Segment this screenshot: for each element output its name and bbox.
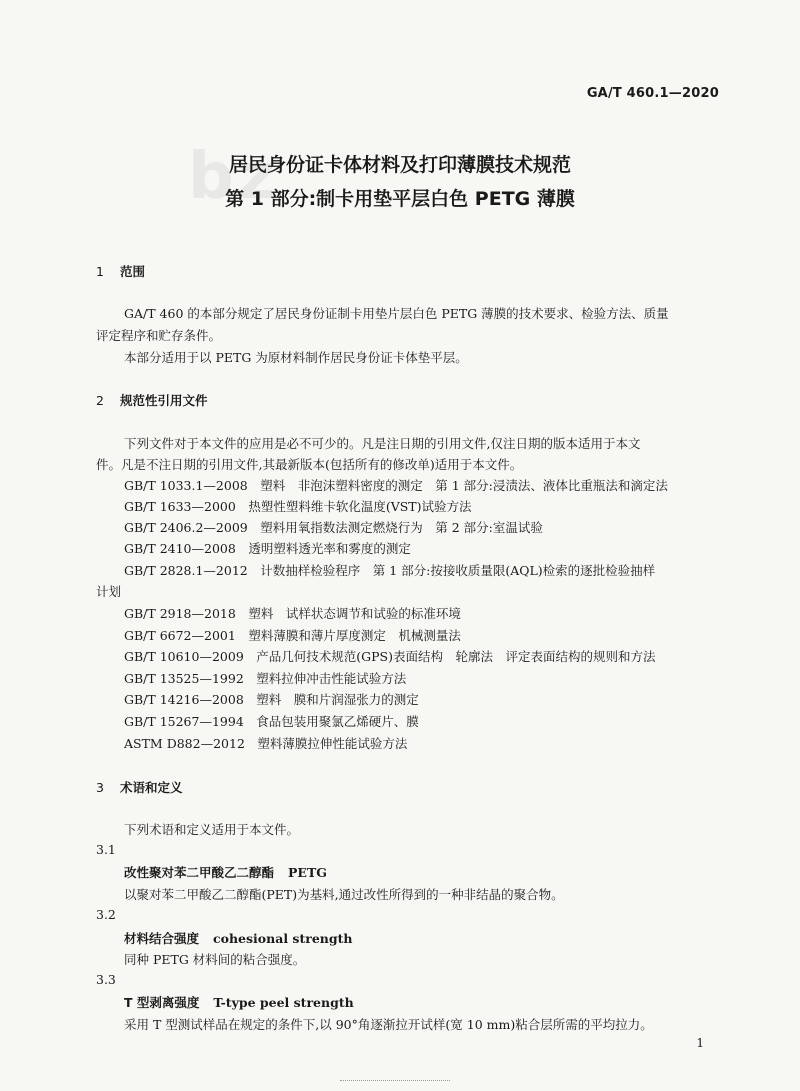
term-definition: 以聚对苯二甲酸乙二醇酯(PET)为基料,通过改性所得到的一种非结晶的聚合物。: [124, 887, 564, 902]
term-number: 3.1: [96, 842, 116, 857]
term-en: PETG: [288, 865, 327, 880]
section-title: 规范性引用文件: [120, 393, 208, 408]
reference-item: GB/T 1633—2000 热塑性塑料维卡软化温度(VST)试验方法: [124, 499, 472, 514]
reference-item: GB/T 15267—1994 食品包装用聚氯乙烯硬片、膜: [124, 714, 419, 729]
term-definition: 采用 T 型测试样品在规定的条件下,以 90°角逐渐拉开试样(宽 10 mm)粘合层所需的平均拉力。: [124, 1017, 653, 1032]
paragraph-line: 下列文件对于本文件的应用是必不可少的。凡是注日期的引用文件,仅注日期的版本适用于本文: [124, 436, 641, 451]
term-cn: T 型剥离强度: [124, 995, 200, 1010]
paragraph-line: GA/T 460 的本部分规定了居民身份证制卡用垫片层白色 PETG 薄膜的技术要求、检验方法、质量: [124, 306, 669, 321]
reference-item-continuation: 计划: [96, 584, 122, 599]
watermark: bz: [188, 140, 280, 214]
paragraph-line: 评定程序和贮存条件。: [96, 328, 222, 343]
standard-code: GA/T 460.1—2020: [586, 86, 719, 101]
paragraph-line: 下列术语和定义适用于本文件。: [124, 822, 300, 837]
section-3-heading: [96, 778, 183, 796]
section-title: 术语和定义: [120, 780, 183, 795]
reference-item: GB/T 10610—2009 产品几何技术规范(GPS)表面结构 轮廓法 评定表面结构的规则和方法: [124, 649, 656, 664]
term-cn: 改性聚对苯二甲酸乙二醇酯: [124, 865, 275, 880]
reference-item: ASTM D882—2012 塑料薄膜拉伸性能试验方法: [124, 736, 408, 751]
section-title: 范围: [120, 264, 146, 279]
term-en: cohesional strength: [213, 931, 353, 946]
reference-item: GB/T 1033.1—2008 塑料 非泡沫塑料密度的测定 第 1 部分:浸渍法、液体比重瓶法和滴定法: [124, 478, 668, 493]
footer-stamp: [340, 1080, 450, 1087]
term-en: T-type peel strength: [213, 995, 354, 1010]
reference-item: GB/T 2410—2008 透明塑料透光率和雾度的测定: [124, 541, 411, 556]
reference-item: GB/T 6672—2001 塑料薄膜和薄片厚度测定 机械测量法: [124, 628, 461, 643]
term-definition: 同种 PETG 材料间的粘合强度。: [124, 952, 306, 967]
section-number: 1: [96, 264, 104, 279]
reference-item: GB/T 2406.2—2009 塑料用氧指数法测定燃烧行为 第 2 部分:室温试验: [124, 520, 543, 535]
reference-item: GB/T 2918—2018 塑料 试样状态调节和试验的标准环境: [124, 606, 461, 621]
section-number: 3: [96, 780, 104, 795]
term-title: [124, 929, 352, 947]
term-number: 3.3: [96, 972, 116, 987]
reference-item: GB/T 2828.1—2012 计数抽样检验程序 第 1 部分:按接收质量限(AQL)检索的逐批检验抽样: [124, 563, 656, 578]
term-title: [124, 863, 327, 881]
paragraph-line: 本部分适用于以 PETG 为原材料制作居民身份证卡体垫平层。: [124, 350, 468, 365]
term-cn: 材料结合强度: [124, 931, 200, 946]
document-title-line2: 第 1 部分:制卡用垫平层白色 PETG 薄膜: [225, 188, 575, 210]
term-title: [124, 993, 354, 1011]
reference-item: GB/T 14216—2008 塑料 膜和片润湿张力的测定: [124, 692, 419, 707]
section-1-heading: [96, 262, 145, 280]
document-title-line1: 居民身份证卡体材料及打印薄膜技术规范: [228, 154, 571, 176]
section-2-heading: [96, 391, 208, 409]
term-number: 3.2: [96, 907, 116, 922]
page-number: 1: [696, 1036, 704, 1050]
section-number: 2: [96, 393, 104, 408]
paragraph-line: 件。凡是不注日期的引用文件,其最新版本(包括所有的修改单)适用于本文件。: [96, 457, 523, 472]
reference-item: GB/T 13525—1992 塑料拉伸冲击性能试验方法: [124, 671, 407, 686]
